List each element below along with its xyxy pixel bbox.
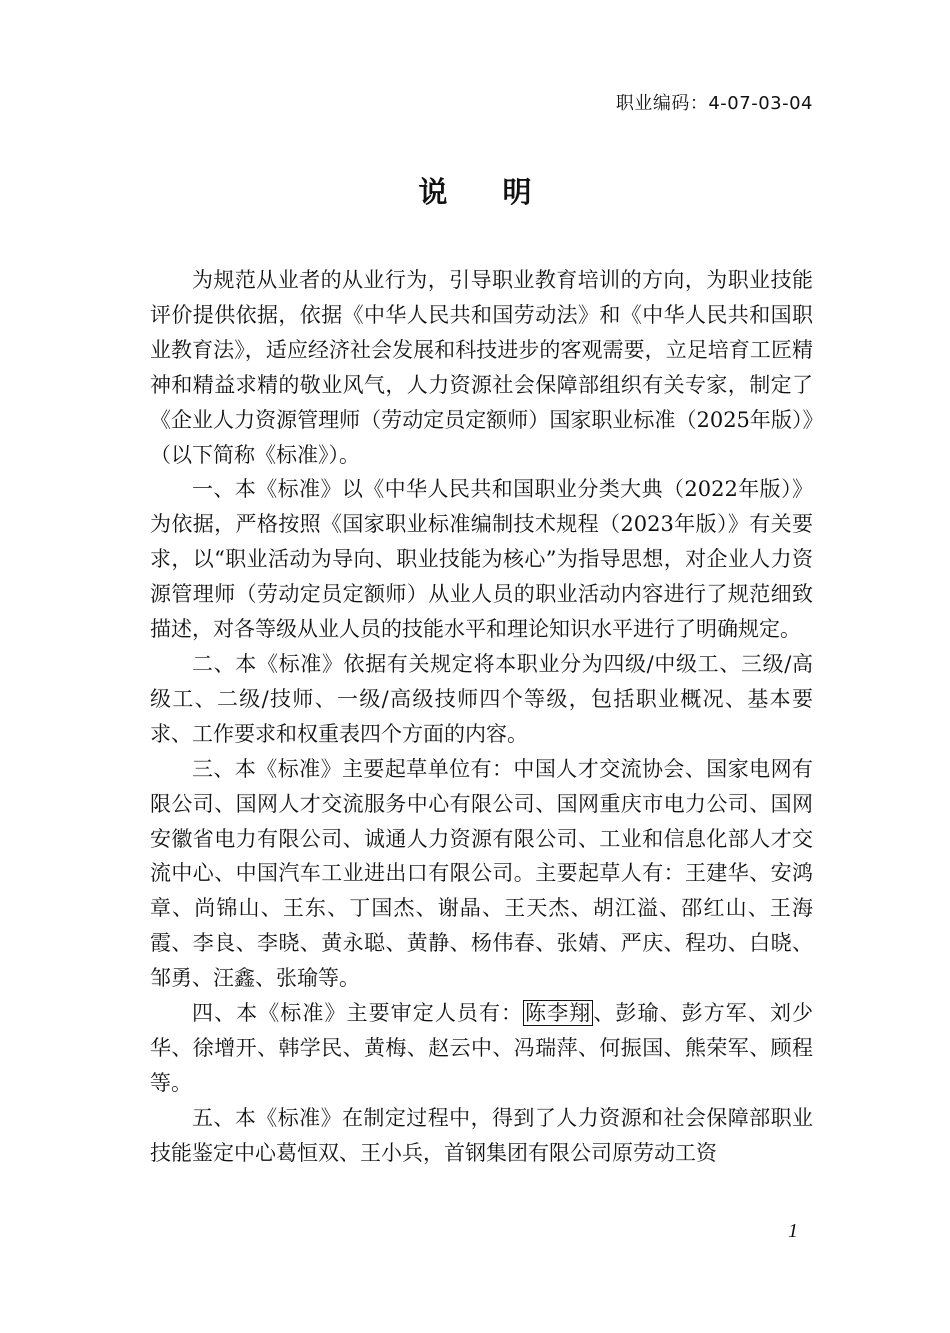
paragraph-item-3: 三、本《标准》主要起草单位有：中国人才交流协会、国家电网有限公司、国网人才交流服务中心有限公司、国网重庆市电力公司、国网安徽省电力有限公司、诚通人力资源有限公司、工业和信息化部人才交流中心、中国汽车工业进出口有限公司。主要起草人有：王建华、安鸿章、尚锦山、王东、丁国杰、谢晶、王天杰、胡江溢、邵红山、王海霞、李良、李晓、黄永聪、黄静、杨伟春、张婧、严庆、程功、白晓、邹勇、汪鑫、张瑜等。 xyxy=(150,756,813,991)
document-body xyxy=(150,263,813,1171)
item-4-suffix: 、彭瑜、彭方军、刘少华、徐增开、韩学民、黄梅、赵云中、冯瑞萍、何振国、熊荣军、顾程等。 xyxy=(150,1001,814,1095)
page-number: 1 xyxy=(788,1220,798,1242)
paragraph-item-2: 二、本《标准》依据有关规定将本职业分为四级/中级工、三级/高级工、二级/技师、一级/高级技师四个等级，包括职业概况、基本要求、工作要求和权重表四个方面的内容。 xyxy=(150,651,813,746)
highlighted-name-box: 陈李翔 xyxy=(525,1001,592,1026)
paragraph-item-4 xyxy=(150,996,813,1101)
paragraph-item-5: 五、本《标准》在制定过程中，得到了人力资源和社会保障部职业技能鉴定中心葛恒双、王小兵，首钢集团有限公司原劳动工资 xyxy=(150,1105,813,1165)
page-title: 说明 xyxy=(418,175,587,209)
item-4-prefix: 四、本《标准》主要审定人员有： xyxy=(192,1001,524,1026)
paragraph-intro: 为规范从业者的从业行为，引导职业教育培训的方向，为职业技能评价提供依据，依据《中华人民共和国劳动法》和《中华人民共和国职业教育法》，适应经济社会发展和科技进步的客观需要，立足培育工匠精神和精益求精的敬业风气，人力资源社会保障部组织有关专家，制定了《企业人力资源管理师（劳动定员定额师）国家职业标准（2025年版）》（以下简称《标准》）。 xyxy=(150,268,813,467)
paragraph-item-1: 一、本《标准》以《中华人民共和国职业分类大典（2022年版）》为依据，严格按照《国家职业标准编制技术规程（2023年版）》有关要求，以“职业活动为导向、职业技能为核心”为指导思想，对企业人力资源管理师（劳动定员定额师）从业人员的职业活动内容进行了规范细致描述，对各等级从业人员的技能水平和理论知识水平进行了明确规定。 xyxy=(150,477,813,642)
occupation-code: 职业编码：4-07-03-04 xyxy=(615,93,813,114)
